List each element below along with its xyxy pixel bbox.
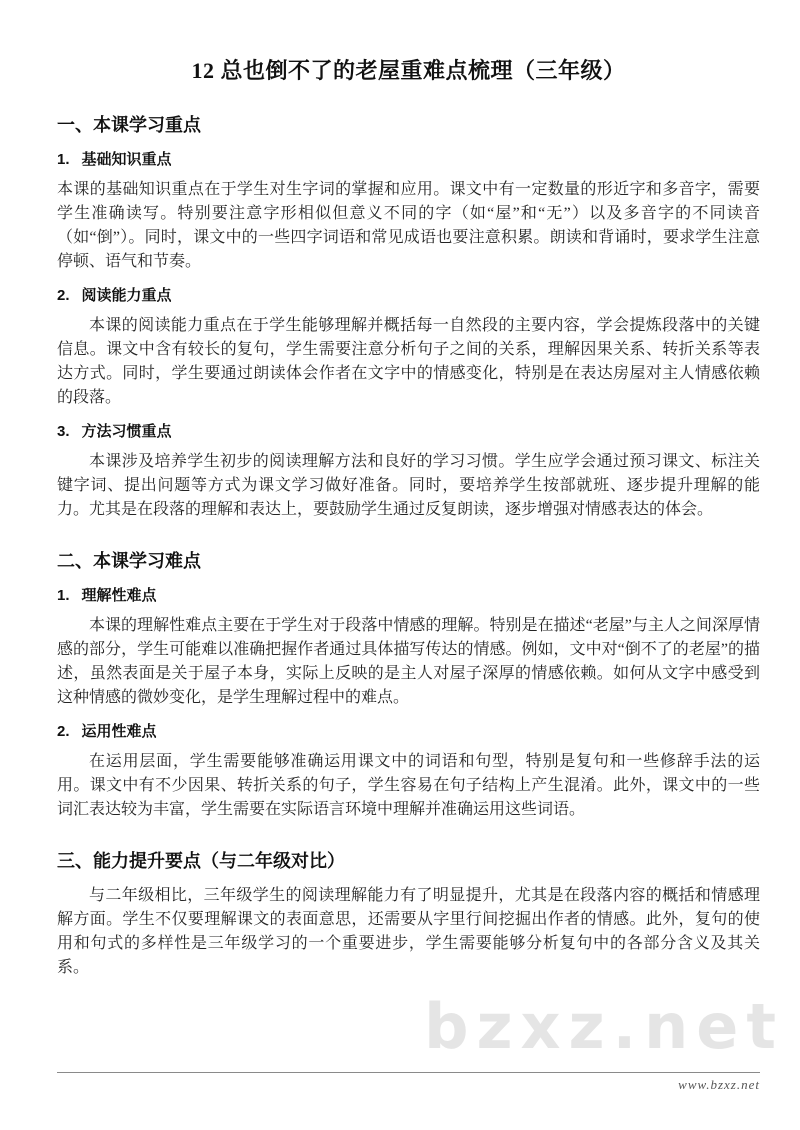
- item-title: 理解性难点: [81, 587, 157, 604]
- item-title: 基础知识重点: [81, 151, 172, 168]
- item-number: 2.: [57, 723, 70, 740]
- item-heading-2-2: [57, 722, 760, 742]
- item-heading-1-2: [57, 286, 760, 306]
- item-heading-1-1: [57, 150, 760, 170]
- section-heading-3: 三、能力提升要点（与二年级对比）: [57, 851, 345, 871]
- item-number: 2.: [57, 287, 70, 304]
- item-number: 3.: [57, 423, 70, 440]
- page-title: 12 总也倒不了的老屋重难点梳理（三年级）: [191, 58, 626, 83]
- item-heading-1-3: [57, 422, 760, 442]
- paragraph-1-2: 本课的阅读能力重点在于学生能够理解并概括每一自然段的主要内容，学会提炼段落中的关键信息。课文中含有较长的复句，学生需要注意分析句子之间的关系，理解因果关系、转折关系等表达方式。同时，学生要通过朗读体会作者在文字中的情感变化，特别是在表达房屋对主人情感依赖的段落。: [57, 317, 760, 406]
- paragraph-1-1: 本课的基础知识重点在于学生对生字词的掌握和应用。课文中有一定数量的形近字和多音字，需要学生准确读写。特别要注意字形相似但意义不同的字（如“屋”和“无”）以及多音字的不同读音（如“倒”）。同时，课文中的一些四字词语和常见成语也要注意积累。朗读和背诵时，要求学生注意停顿、语气和节奏。: [57, 181, 760, 270]
- item-title: 运用性难点: [81, 723, 157, 740]
- paragraph-2-1: 本课的理解性难点主要在于学生对于段落中情感的理解。特别是在描述“老屋”与主人之间深厚情感的部分，学生可能难以准确把握作者通过具体描写传达的情感。例如，文中对“倒不了的老屋”的描述，虽然表面是关于屋子本身，实际上反映的是主人对屋子深厚的情感依赖。如何从文字中感受到这种情感的微妙变化，是学生理解过程中的难点。: [57, 617, 760, 706]
- item-heading-2-1: [57, 586, 760, 606]
- item-number: 1.: [57, 151, 70, 168]
- paragraph-3-1: 与二年级相比，三年级学生的阅读理解能力有了明显提升，尤其是在段落内容的概括和情感理解方面。学生不仅要理解课文的表面意思，还需要从字里行间挖掘出作者的情感。此外，复句的使用和句式的多样性是三年级学习的一个重要进步，学生需要能够分析复句中的各部分含义及其关系。: [57, 887, 760, 976]
- item-number: 1.: [57, 587, 70, 604]
- page-footer: [57, 1072, 760, 1093]
- item-title: 阅读能力重点: [81, 287, 172, 304]
- watermark: bzxz.net: [424, 990, 784, 1063]
- section-heading-2: 二、本课学习难点: [57, 551, 201, 571]
- paragraph-2-2: 在运用层面，学生需要能够准确运用课文中的词语和句型，特别是复句和一些修辞手法的运用。课文中有不少因果、转折关系的句子，学生容易在句子结构上产生混淆。此外，课文中的一些词汇表达较为丰富，学生需要在实际语言环境中理解并准确运用这些词语。: [57, 753, 760, 818]
- paragraph-1-3: 本课涉及培养学生初步的阅读理解方法和良好的学习习惯。学生应学会通过预习课文、标注关键字词、提出问题等方式为课文学习做好准备。同时，要培养学生按部就班、逐步提升理解的能力。尤其是在段落的理解和表达上，要鼓励学生通过反复朗读，逐步增强对情感表达的体会。: [57, 453, 760, 518]
- item-title: 方法习惯重点: [81, 423, 172, 440]
- section-heading-1: 一、本课学习重点: [57, 115, 201, 135]
- footer-url: www.bzxz.net: [678, 1077, 760, 1092]
